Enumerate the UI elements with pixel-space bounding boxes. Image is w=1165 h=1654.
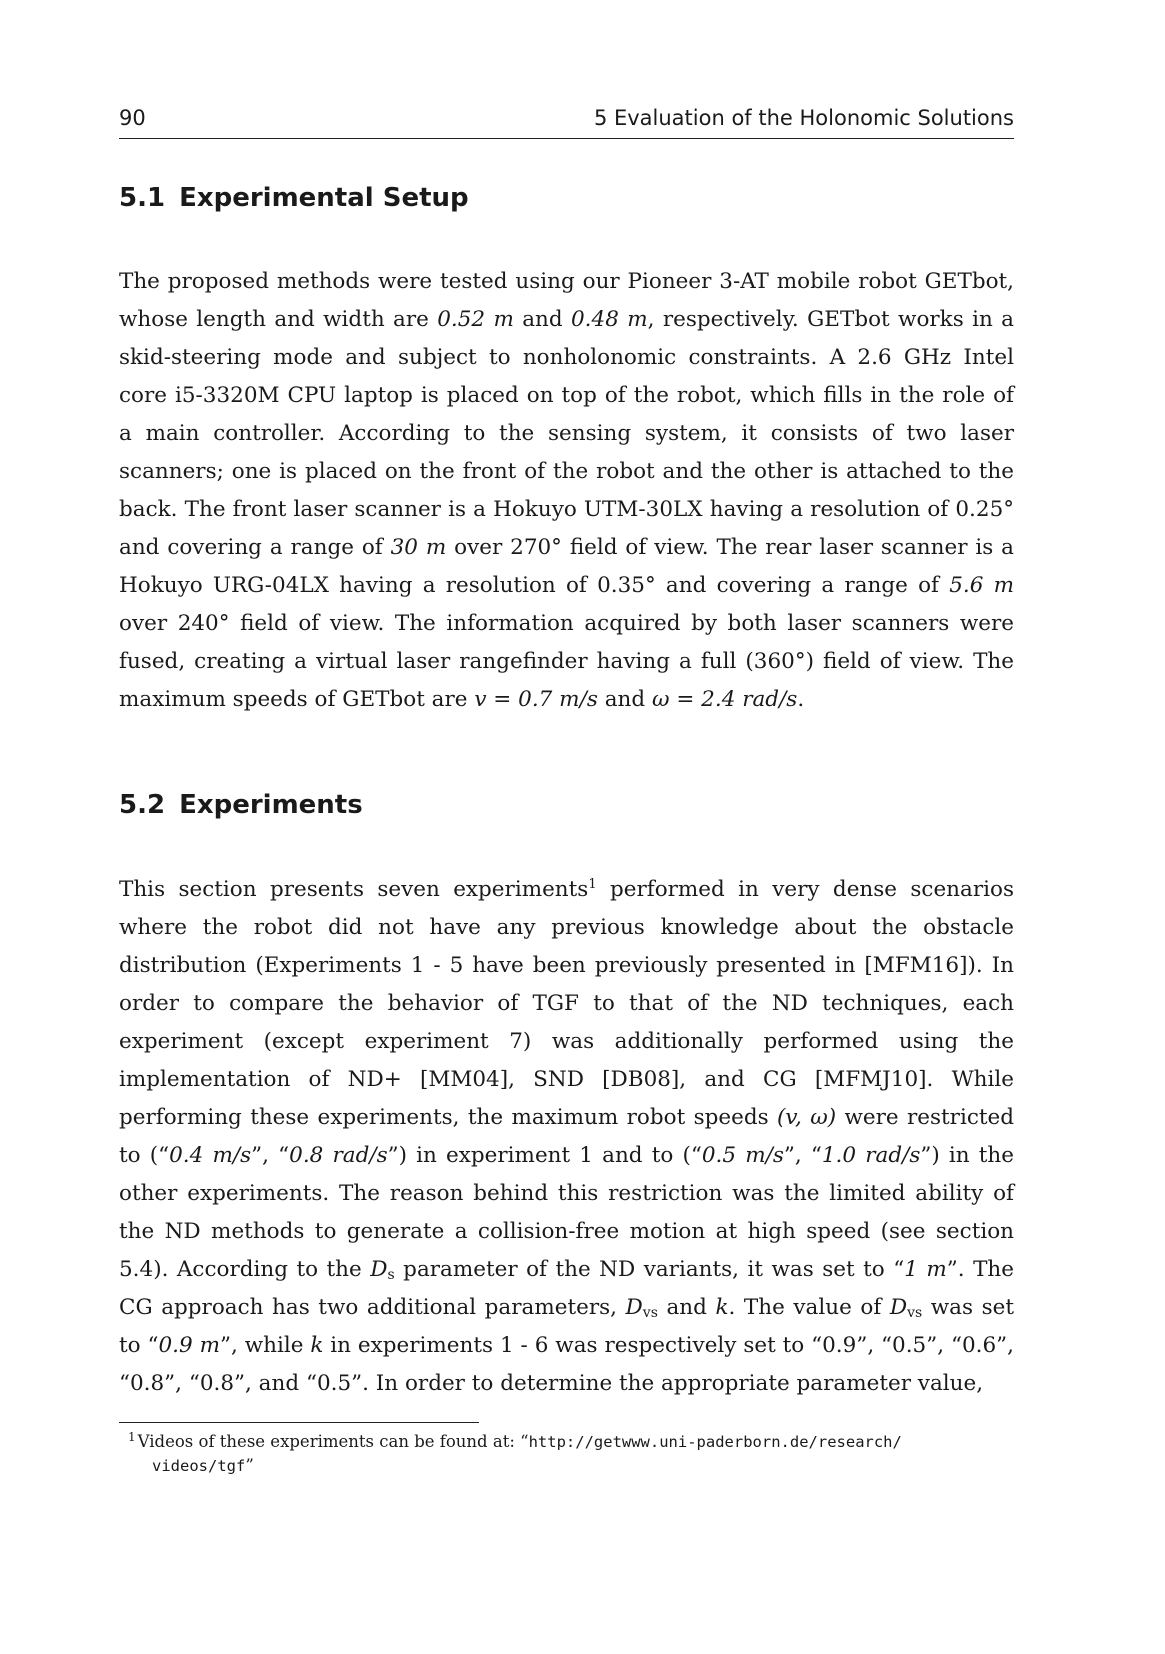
math: k <box>310 1333 324 1358</box>
math: 360° <box>753 649 806 674</box>
text-run: in experiments 1 - 6 was respectively set to “0.9”, “0.5”, “0.6”, “0.8”, “0.8”, and “0.5”. In order to determine the appropriate parameter value, <box>119 1333 1014 1396</box>
text-run: were restricted to (“ <box>119 1105 1014 1168</box>
math-subscript: vs <box>642 1305 658 1321</box>
footnote-mark: 1 <box>128 1429 136 1444</box>
footnote <box>128 1430 1014 1478</box>
text-run: , respectively. GETbot works in a skid-steering mode and subject to nonholonomic constraints. A 2.6 GHz Intel core i5-3320M CPU laptop is placed on top of the robot, which fills in the role of a main controller. According to the sensing system, it consists of two laser scanners; one is placed on the front of the robot and the other is attached to the back. The front laser scanner is a Hokuyo UTM-30LX having a resolution of <box>119 307 1014 522</box>
text-run: field of view. The information acquired by both laser scanners were fused, creating a virtual laser rangefinder having a full ( <box>119 611 1014 674</box>
text-run: and <box>513 307 571 332</box>
math: 240° <box>177 611 230 636</box>
chapter-title: 5 Evaluation of the Holonomic Solutions <box>593 106 1014 130</box>
footnote-close-quote: ” <box>245 1456 254 1475</box>
section-title: Experimental Setup <box>179 183 469 213</box>
text-run: ”, “ <box>251 1143 290 1168</box>
math: 1.0 rad/s <box>821 1143 921 1168</box>
math: D <box>370 1257 388 1282</box>
text-run: and covering a range of <box>655 573 950 598</box>
text-run: field of view. The rear laser scanner is a Hokuyo URG-04LX having a resolution of <box>119 535 1014 598</box>
paragraph-experiments <box>119 871 1014 1403</box>
text-run: . The value of <box>728 1295 890 1320</box>
footnote-text: Videos of these experiments can be found at: “ <box>137 1432 529 1451</box>
math: (v, ω) <box>777 1105 837 1130</box>
text-run: and <box>597 687 652 712</box>
math: D <box>625 1295 643 1320</box>
text-run: over <box>119 611 178 636</box>
math-subscript: s <box>387 1267 395 1283</box>
math: 0.4 m/s <box>169 1143 252 1168</box>
footnote-url-continued[interactable]: videos/tgf <box>152 1457 246 1475</box>
footnote-divider <box>119 1422 479 1423</box>
math: 5.6 m <box>949 573 1014 598</box>
page-number: 90 <box>119 106 146 130</box>
math-subscript: vs <box>907 1305 923 1321</box>
math: k <box>715 1295 729 1320</box>
text-run: ”. The CG approach has two additional parameters, <box>119 1257 1014 1320</box>
text-run: was set to “ <box>119 1295 1014 1358</box>
math: 0.8 rad/s <box>289 1143 388 1168</box>
section-number: 5.2 <box>119 790 166 820</box>
text-run: over <box>446 535 511 560</box>
paragraph-experimental-setup <box>119 263 1014 719</box>
text-run: ”, while <box>219 1333 311 1358</box>
math: 0.25° <box>955 497 1014 522</box>
math: 0.48 m <box>571 307 648 332</box>
math: 0.52 m <box>437 307 514 332</box>
text-run: The proposed methods were tested using our Pioneer 3-AT mobile robot GETbot, whose length and width are <box>119 269 1014 332</box>
text-run: performed in very dense scenarios where the robot did not have any previous knowledge about the obstacle distribution (Experiments 1 - 5 have been previously presented in [MFM16]). In order to compare the behavior of TGF to that of the ND techniques, each experiment (except experiment 7) was additionally performed using the implementation of ND+ [MM04], SND [DB08], and CG [MFMJ10]. While performing these experiments, the maximum robot speeds <box>119 877 1014 1130</box>
math: ω = 2.4 rad/s <box>651 687 798 712</box>
text-run: . <box>797 687 805 712</box>
math: 1 m <box>904 1257 947 1282</box>
section-heading-5-2 <box>119 790 363 820</box>
math: 270° <box>510 535 562 560</box>
section-number: 5.1 <box>119 183 166 213</box>
math: 30 m <box>390 535 447 560</box>
footnote-ref[interactable]: 1 <box>588 876 597 892</box>
text-run: This section presents seven experiments <box>119 877 589 902</box>
footnote-url[interactable]: http://getwww.uni-paderborn.de/research/ <box>528 1433 902 1451</box>
text-run: parameter of the ND variants, it was set to “ <box>394 1257 905 1282</box>
math: D <box>889 1295 908 1320</box>
running-header <box>119 102 1014 139</box>
text-run: and covering a range of <box>119 535 391 560</box>
section-heading-5-1 <box>119 183 469 213</box>
text-run: ”) in the other experiments. The reason behind this restriction was the limited ability of the ND methods to generate a collision-free motion at high speed (see section 5.4). According to the <box>119 1143 1015 1282</box>
text-run: ) field of view. The maximum speeds of GETbot are <box>119 649 1014 712</box>
text-run: ”, “ <box>783 1143 822 1168</box>
math: 0.5 m/s <box>701 1143 784 1168</box>
math: v = 0.7 m/s <box>474 687 598 712</box>
math: 0.9 m <box>158 1333 220 1358</box>
math: 0.35° <box>597 573 656 598</box>
section-title: Experiments <box>179 790 363 820</box>
text-run: and <box>657 1295 716 1320</box>
text-run: ”) in experiment 1 and to (“ <box>387 1143 702 1168</box>
